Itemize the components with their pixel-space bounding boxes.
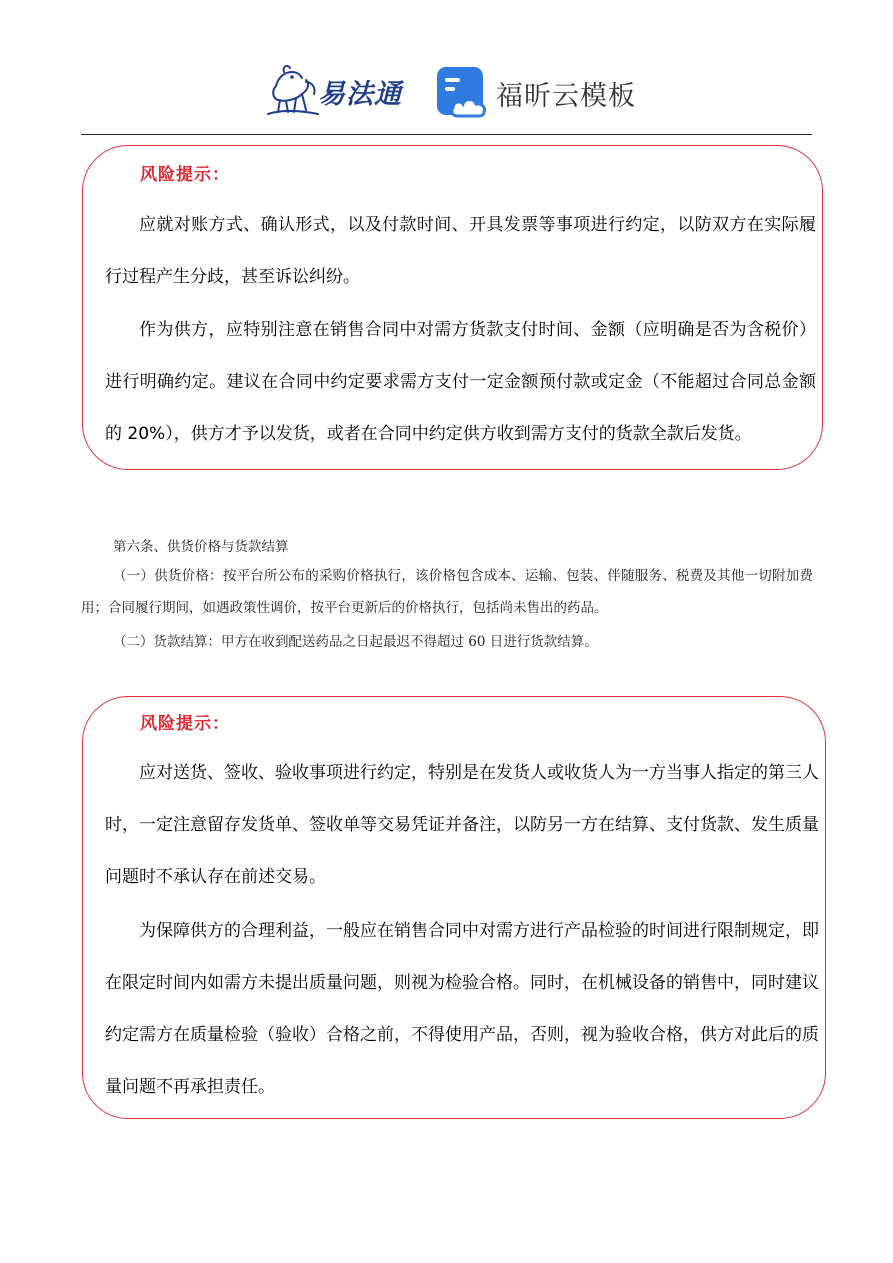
logo2-text: 福昕云模板 <box>496 81 636 112</box>
yifatong-logo <box>262 60 412 120</box>
risk-notice-box-2 <box>82 696 826 1119</box>
risk-notice-paragraph: 应对送货、签收、验收事项进行约定，特别是在发货人或收货人为一方当事人指定的第三人时，一定注意留存发货单、签收单等交易凭证并备注，以防另一方在结算、支付货款、发生质量问题时不承认存在前述交易。 <box>105 763 819 887</box>
risk-notice-title: 风险提示： <box>140 165 230 185</box>
article-clause: （一）供货价格：按平台所公布的采购价格执行，该价格包含成本、运输、包装、伴随服务、税费及其他一切附加费用；合同履行期间，如遇政策性调价，按平台更新后的价格执行，包括尚未售出的药品。 <box>81 568 813 616</box>
horse-logo-icon <box>262 60 320 122</box>
header-divider <box>81 134 812 135</box>
article-clause: （二）货款结算：甲方在收到配送药品之日起最迟不得超过 60 日进行货款结算。 <box>113 634 598 650</box>
cloud-template-app-icon <box>436 66 488 122</box>
logo1-text: 易法通 <box>318 79 402 110</box>
article-heading: 第六条、供货价格与货款结算 <box>113 539 289 555</box>
risk-notice-paragraph: 为保障供方的合理利益，一般应在销售合同中对需方进行产品检验的时间进行限制规定，即在限定时间内如需方未提出质量问题，则视为检验合格。同时，在机械设备的销售中，同时建议约定需方在质量检验（验收）合格之前，不得使用产品，否则，视为验收合格，供方对此后的质量问题不再承担责任。 <box>105 921 819 1097</box>
risk-notice-paragraph: 作为供方，应特别注意在销售合同中对需方货款支付时间、金额（应明确是否为含税价）进行明确约定。建议在合同中约定要求需方支付一定金额预付款或定金（不能超过合同总金额的 20%），供方才予以发货，或者在合同中约定供方收到需方支付的货款全款后发货。 <box>105 320 816 444</box>
foxit-template-logo <box>436 66 636 118</box>
risk-notice-paragraph: 应就对账方式、确认形式，以及付款时间、开具发票等事项进行约定，以防双方在实际履行过程产生分歧，甚至诉讼纠纷。 <box>105 215 816 287</box>
risk-notice-title: 风险提示： <box>140 714 230 734</box>
page-header <box>0 0 893 136</box>
risk-notice-box-1 <box>82 145 823 470</box>
